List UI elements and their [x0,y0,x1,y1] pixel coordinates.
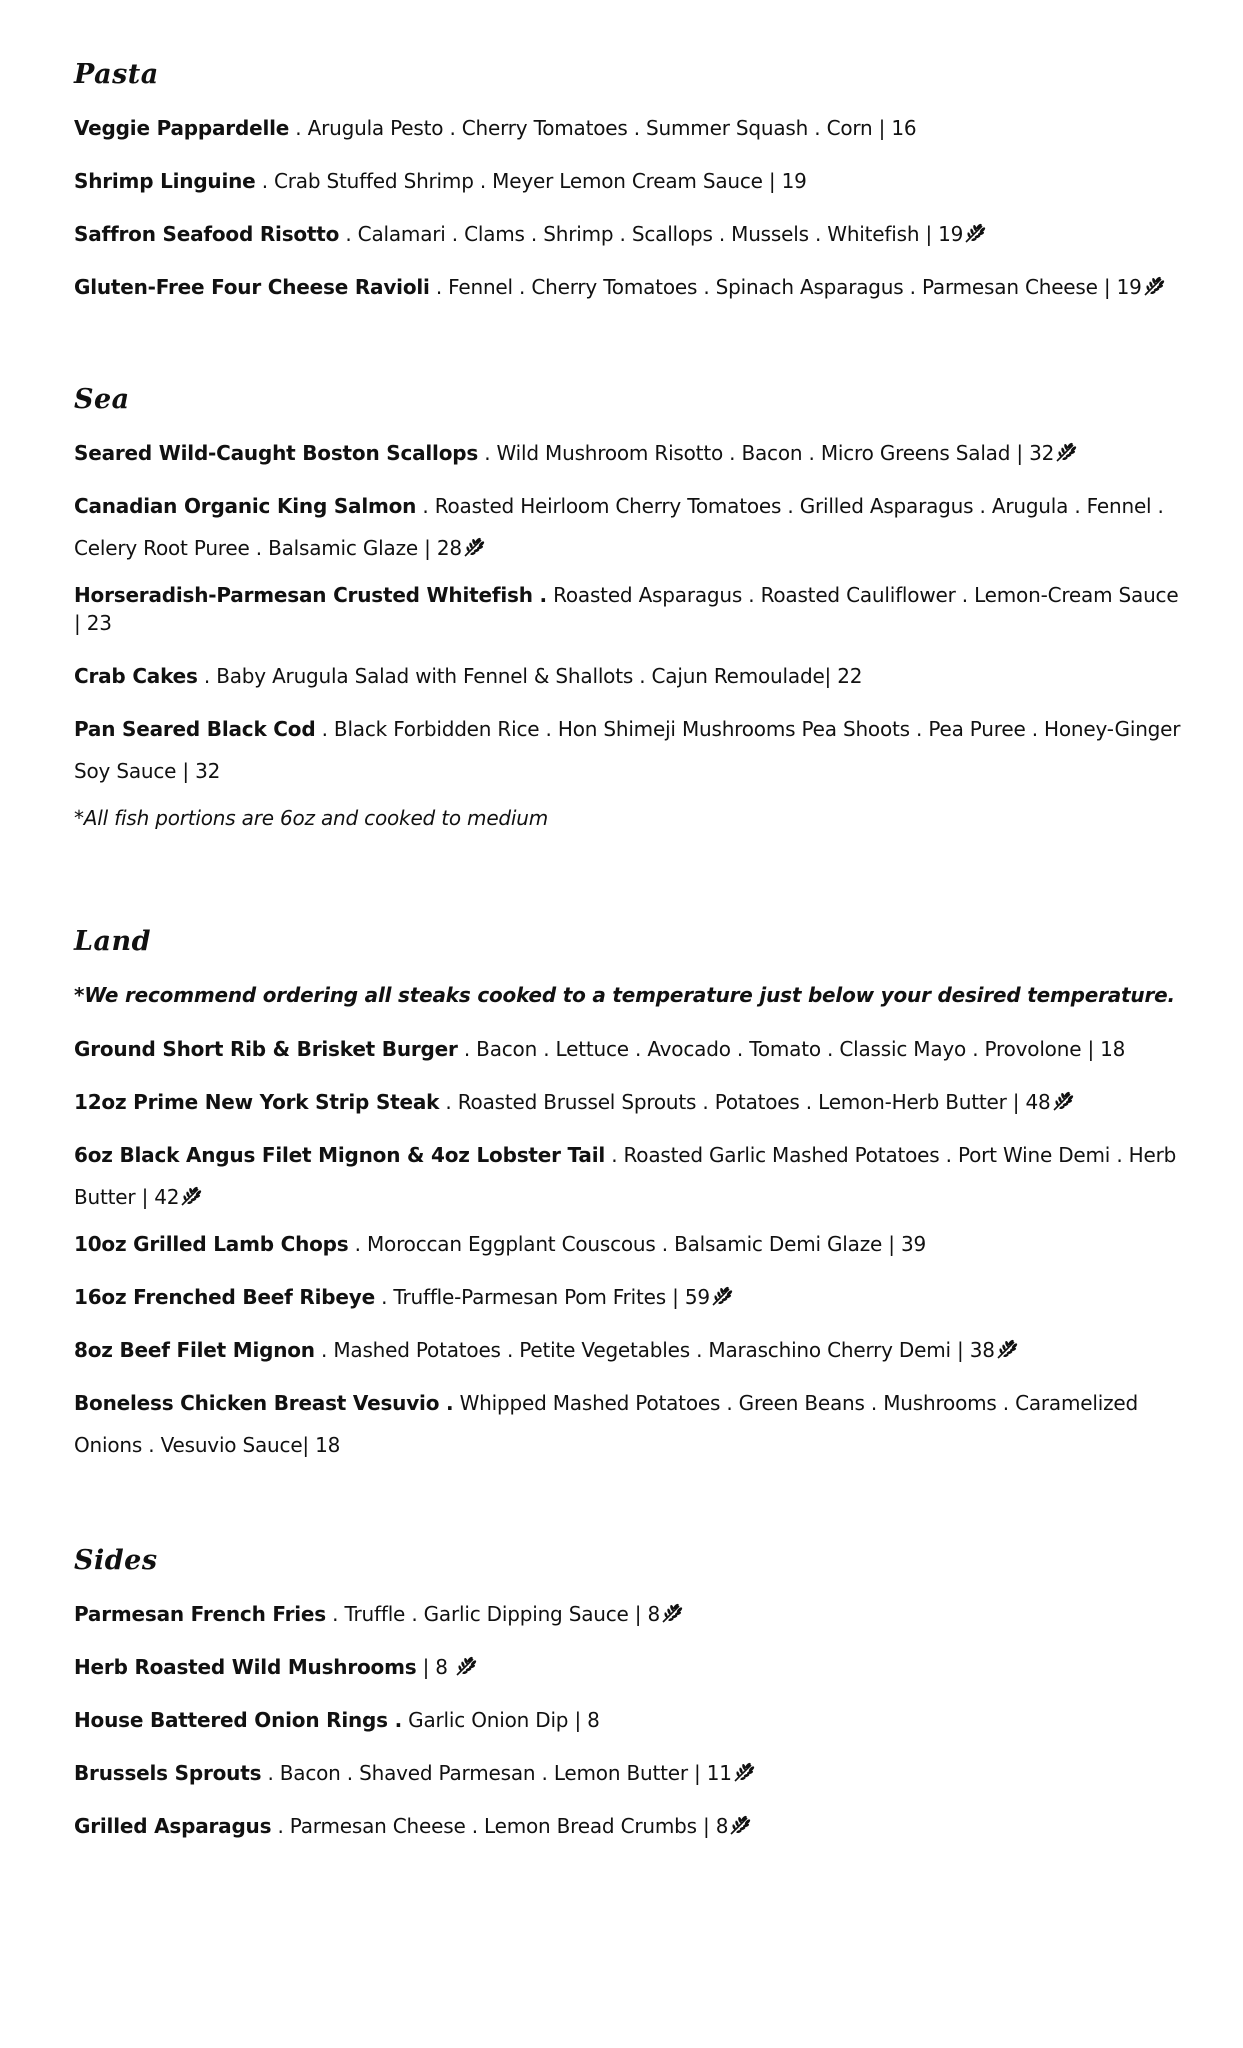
item-details: . Moroccan Eggplant Couscous . Balsamic Demi Glaze | 39 [348,1232,927,1256]
section-heading-sea: Sea [74,384,130,415]
menu-item [74,581,1184,637]
item-name: Saffron Seafood Risotto [74,222,340,246]
menu-item [74,1088,1184,1116]
item-name: Herb Roasted Wild Mushrooms [74,1655,417,1679]
gluten-free-wheat-icon [1055,442,1077,462]
gluten-free-wheat-icon [661,1603,683,1623]
item-name: Grilled Asparagus [74,1814,272,1838]
item-name: Horseradish-Parmesan Crusted Whitefish . [74,583,547,607]
gluten-free-wheat-icon [463,537,485,557]
item-details: | 8 [416,1655,454,1679]
menu-item [74,1035,1184,1063]
gluten-free-wheat-icon [1052,1091,1074,1111]
menu-item [74,1812,1184,1840]
pasta-section [74,58,1184,301]
item-details: . Truffle-Parmesan Pom Frites | 59 [374,1285,710,1309]
menu-item [74,114,1184,142]
item-name: 6oz Black Angus Filet Mignon & 4oz Lobster Tail [74,1143,606,1167]
item-name: Canadian Organic King Salmon [74,494,417,518]
menu-page [74,58,1184,1865]
menu-item [74,1283,1184,1311]
gluten-free-wheat-icon [455,1656,477,1676]
steak-recommendation-note: *We recommend ordering all steaks cooked to a temperature just below your desired temperature. [74,983,1175,1007]
menu-item [74,1230,1184,1258]
gluten-free-wheat-icon [711,1286,733,1306]
menu-item [74,167,1184,195]
item-details: . Fennel . Cherry Tomatoes . Spinach Asparagus . Parmesan Cheese | 19 [429,275,1142,299]
item-name: Ground Short Rib & Brisket Burger [74,1037,458,1061]
menu-item [74,708,1184,792]
item-name: 12oz Prime New York Strip Steak [74,1090,440,1114]
menu-item [74,1706,1184,1734]
gluten-free-wheat-icon [733,1762,755,1782]
item-name: Shrimp Linguine [74,169,256,193]
item-name: 10oz Grilled Lamb Chops [74,1232,349,1256]
section-heading-land: Land [74,926,151,957]
land-section [74,925,1184,1466]
item-details: Garlic Onion Dip | 8 [402,1708,600,1732]
menu-item [74,662,1184,690]
item-details: . Arugula Pesto . Cherry Tomatoes . Summer Squash . Corn | 16 [289,116,917,140]
item-name: Boneless Chicken Breast Vesuvio . [74,1391,454,1415]
item-details: . Calamari . Clams . Shrimp . Scallops . Mussels . Whitefish | 19 [339,222,964,246]
item-name: 8oz Beef Filet Mignon [74,1338,315,1362]
sides-section [74,1544,1184,1840]
item-details: Roasted Asparagus . Roasted Cauliflower . Lemon-Cream Sauce | 23 [74,583,1179,635]
menu-item [74,1336,1184,1364]
item-details: . Truffle . Garlic Dipping Sauce | 8 [325,1602,661,1626]
item-details: . Wild Mushroom Risotto . Bacon . Micro Greens Salad | 32 [478,441,1055,465]
item-details: . Crab Stuffed Shrimp . Meyer Lemon Cream Sauce | 19 [255,169,807,193]
item-name: House Battered Onion Rings . [74,1708,402,1732]
section-heading-pasta: Pasta [74,59,159,90]
gluten-free-wheat-icon [180,1186,202,1206]
item-name: Seared Wild-Caught Boston Scallops [74,441,479,465]
item-name: Parmesan French Fries [74,1602,326,1626]
item-details: Whipped Mashed Potatoes . Green Beans . Mushrooms . Caramelized Onions . Vesuvio Sauce| 18 [74,1391,1138,1457]
item-details: . Roasted Heirloom Cherry Tomatoes . Grilled Asparagus . Arugula . Fennel . Celery Root Puree . Balsamic Glaze | 28 [74,494,1164,560]
item-name: Brussels Sprouts [74,1761,262,1785]
sea-section [74,383,1184,832]
gluten-free-wheat-icon [996,1339,1018,1359]
item-name: Crab Cakes [74,664,198,688]
item-details: . Roasted Brussel Sprouts . Potatoes . Lemon-Herb Butter | 48 [439,1090,1051,1114]
item-details: . Bacon . Shaved Parmesan . Lemon Butter | 11 [261,1761,732,1785]
item-name: 16oz Frenched Beef Ribeye [74,1285,375,1309]
item-details: . Parmesan Cheese . Lemon Bread Crumbs | 8 [271,1814,729,1838]
gluten-free-wheat-icon [964,223,986,243]
item-details: . Bacon . Lettuce . Avocado . Tomato . Classic Mayo . Provolone | 18 [457,1037,1126,1061]
item-name: Gluten-Free Four Cheese Ravioli [74,275,430,299]
gluten-free-wheat-icon [1143,276,1165,296]
item-details: . Mashed Potatoes . Petite Vegetables . Maraschino Cherry Demi | 38 [314,1338,995,1362]
menu-item [74,1759,1184,1787]
item-details: . Baby Arugula Salad with Fennel & Shallots . Cajun Remoulade| 22 [197,664,863,688]
menu-item [74,1653,1184,1681]
item-name: Pan Seared Black Cod [74,717,316,741]
menu-item [74,1134,1184,1218]
menu-item [74,485,1184,569]
menu-item [74,220,1184,248]
menu-item [74,1600,1184,1628]
gluten-free-wheat-icon [729,1815,751,1835]
item-name: Veggie Pappardelle [74,116,290,140]
menu-item [74,1382,1184,1466]
fish-portion-note: *All fish portions are 6oz and cooked to medium [74,806,549,830]
menu-item [74,273,1184,301]
item-details: . Black Forbidden Rice . Hon Shimeji Mushrooms Pea Shoots . Pea Puree . Honey-Ginger Soy Sauce | 32 [74,717,1181,783]
item-details: . Roasted Garlic Mashed Potatoes . Port Wine Demi . Herb Butter | 42 [74,1143,1177,1209]
section-heading-sides: Sides [74,1545,158,1576]
menu-item [74,439,1184,467]
